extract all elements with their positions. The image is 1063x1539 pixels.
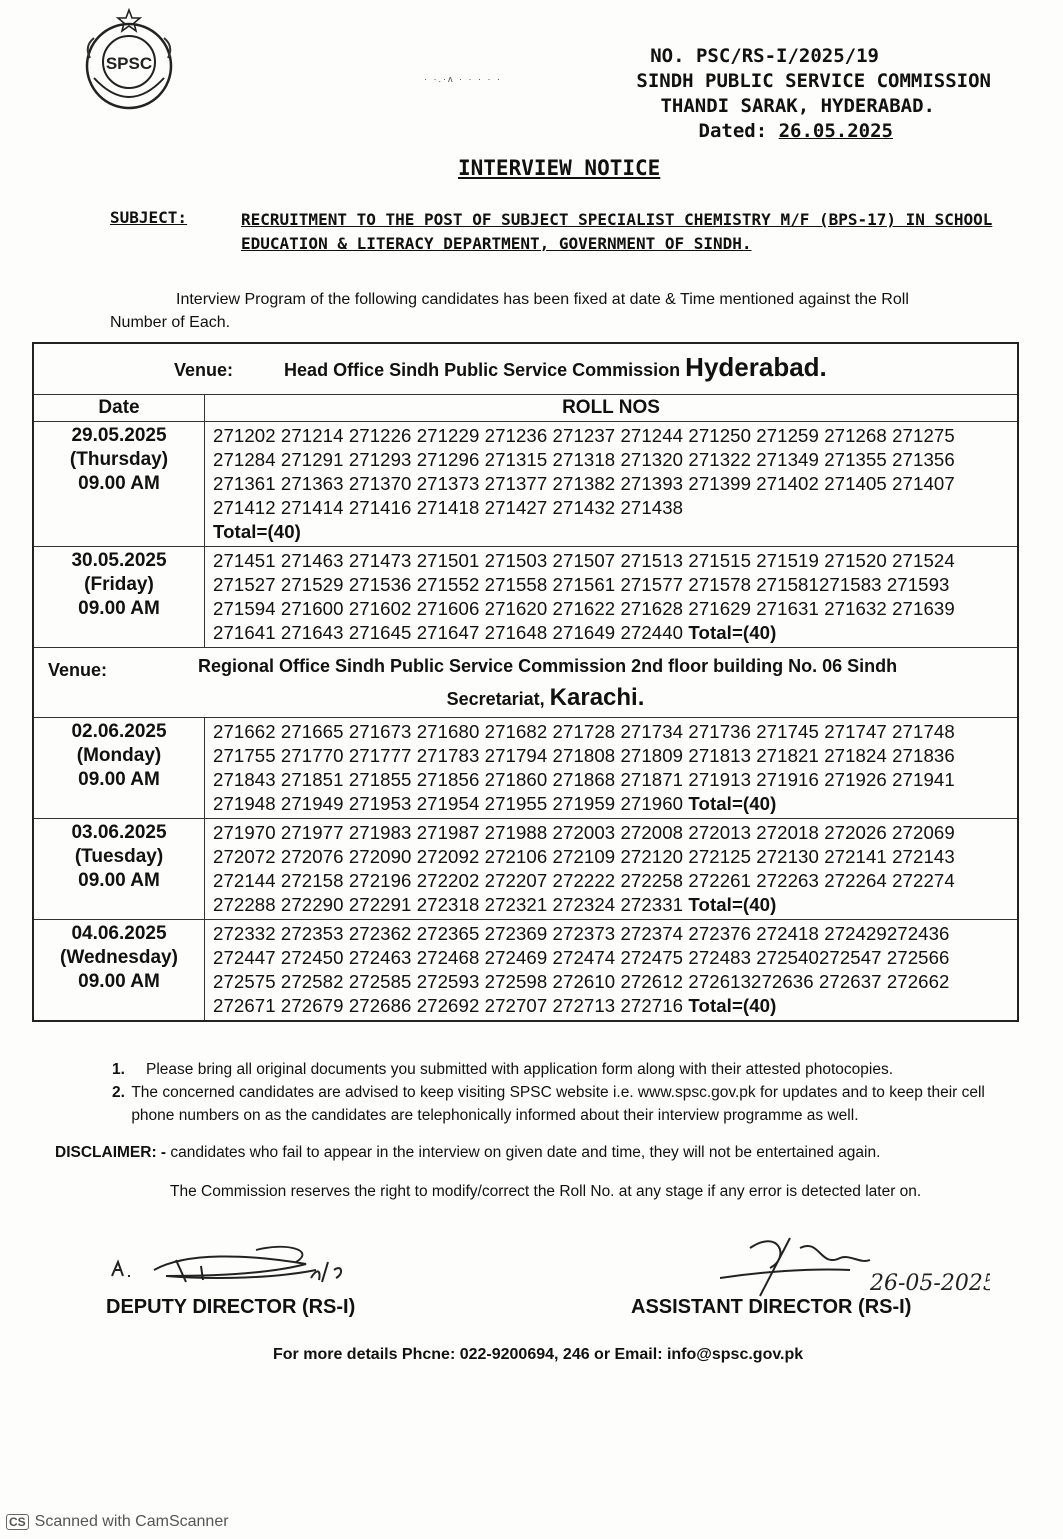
interview-date: 04.06.2025 [71, 923, 167, 944]
list-item [112, 1081, 1032, 1127]
item-number: 1. [112, 1061, 125, 1078]
intro-line-1: Interview Program of the following candidates has been fixed at date & Time mentioned against the Roll [176, 291, 909, 308]
venue-city: Hyderabad. [685, 352, 827, 382]
roll-numbers-cell [205, 718, 1019, 819]
assistant-director-title: ASSISTANT DIRECTOR (RS-I) [631, 1296, 912, 1318]
venue-text: Head Office Sindh Public Service Commission [284, 360, 681, 380]
deputy-director-title: DEPUTY DIRECTOR (RS-I) [106, 1296, 356, 1318]
camscanner-text: Scanned with CamScanner [34, 1513, 229, 1530]
subject-text: RECRUITMENT TO THE POST OF SUBJECT SPECIALIST CHEMISTRY M/F (BPS-17) IN SCHOOL EDUCATION & LITERACY DEPARTMENT, GOVERNMENT OF SINDH. [241, 210, 993, 253]
disclaimer-text: candidates who fail to appear in the interview on given date and time, they will not be entertained again. [170, 1144, 881, 1161]
venue-karachi [33, 648, 1018, 718]
date-cell [33, 819, 205, 920]
deputy-director-signature [106, 1242, 386, 1292]
interview-date: 29.05.2025 [71, 425, 167, 446]
roll-total: Total=(40) [688, 622, 777, 643]
roll-numbers-cell [205, 422, 1019, 547]
subject-label: SUBJECT: [110, 208, 188, 227]
organization-name: SINDH PUBLIC SERVICE COMMISSION [636, 70, 991, 92]
roll-numbers-cell [205, 920, 1019, 1022]
camscanner-icon: CS [6, 1514, 29, 1530]
scan-noise: · ·.·ʌ · · · · · [424, 74, 502, 84]
intro-line-2: Number of Each. [110, 314, 231, 331]
venue-label: Venue: [48, 660, 108, 680]
interview-day: (Wednesday) [60, 947, 178, 968]
roll-total: Total=(40) [688, 793, 777, 814]
roll-numbers-cell [205, 547, 1019, 648]
roll-total: Total=(40) [213, 521, 301, 542]
interview-date: 30.05.2025 [71, 550, 167, 571]
roll-numbers: 271662 271665 271673 271680 271682 271728 271734 271736 271745 271747 271748 271755 271770 271777 271783 271794 271808 271809 271813 271821 271824 271836 271843 271851 271855 271856 271860 271868 271871 271913 271916 271926 271941 271948 271949 271953 271954 271955 271959 271960 [213, 721, 955, 814]
interview-date: 03.06.2025 [71, 822, 167, 843]
dated-value: 26.05.2025 [778, 120, 893, 142]
date-cell [33, 422, 205, 547]
roll-total: Total=(40) [688, 894, 777, 915]
organization-address: THANDI SARAK, HYDERABAD. [660, 95, 935, 117]
table-row [33, 920, 1018, 1022]
interview-time: 09.00 AM [78, 870, 160, 891]
roll-numbers: 271202 271214 271226 271229 271236 271237 271244 271250 271259 271268 271275 271284 271291 271293 271296 271315 271318 271320 271322 271349 271355 271356 271361 271363 271370 271373 271377 271382 271393 271399 271402 271405 271407 271412 271414 271416 271418 271427 271432 271438 [213, 425, 955, 518]
interview-time: 09.00 AM [78, 971, 160, 992]
roll-numbers: 271451 271463 271473 271501 271503 271507 271513 271515 271519 271520 271524 271527 271529 271536 271552 271558 271561 271577 271578 271581271583 271593 271594 271600 271602 271606 271620 271622 271628 271629 271631 271632 271639 271641 271643 271645 271647 271648 271649 272440 [213, 550, 955, 643]
column-header-row [33, 395, 1018, 422]
reserve-statement: The Commission reserves the right to modify/correct the Roll No. at any stage if any error is detected later on. [170, 1183, 922, 1200]
date-cell [33, 920, 205, 1022]
spsc-logo [74, 8, 184, 112]
dated-label: Dated: [698, 120, 768, 142]
interview-day: (Friday) [84, 574, 154, 595]
contact-details: For more details Phcne: 022-9200694, 246 or Email: info@spsc.gov.pk [273, 1346, 804, 1363]
notice-title: INTERVIEW NOTICE [458, 156, 661, 180]
interview-time: 09.00 AM [78, 598, 160, 619]
roll-total: Total=(40) [688, 995, 777, 1016]
roll-numbers-cell [205, 819, 1019, 920]
interview-schedule-table [32, 342, 1019, 1022]
venue-text-2: Secretariat, [446, 689, 545, 709]
item-text: Please bring all original documents you submitted with application form along with their attested photocopies. [146, 1061, 894, 1078]
intro-paragraph [110, 288, 1030, 334]
interview-time: 09.00 AM [78, 473, 160, 494]
venue-label: Venue: [174, 360, 234, 380]
venue-city: Karachi. [549, 684, 645, 711]
venue-text: Regional Office Sindh Public Service Commission 2nd floor building No. 06 Sindh [198, 656, 898, 676]
list-item [112, 1058, 1032, 1081]
dated-line [636, 119, 893, 144]
disclaimer [55, 1144, 880, 1162]
interview-time: 09.00 AM [78, 769, 160, 790]
assistant-director-signature [720, 1228, 990, 1298]
item-number: 2. [112, 1084, 125, 1101]
venue-row-karachi [33, 648, 1018, 718]
venue-row-hyderabad [33, 343, 1018, 395]
interview-day: (Thursday) [69, 449, 169, 470]
reference-number: NO. PSC/RS-I/2025/19 [650, 45, 879, 67]
item-text: The concerned candidates are advised to keep visiting SPSC website i.e. www.spsc.gov.pk for updates and to keep their cell phone numbers on as the candidates are telephonically informed about their interview programme as well. [131, 1084, 985, 1124]
table-row [33, 422, 1018, 547]
interview-date: 02.06.2025 [71, 721, 167, 742]
interview-day: (Monday) [76, 745, 162, 766]
interview-day: (Tuesday) [74, 846, 164, 867]
camscanner-watermark [6, 1513, 229, 1531]
letter-header [636, 44, 991, 144]
roll-numbers: 271970 271977 271983 271987 271988 272003 272008 272013 272018 272026 272069 272072 272076 272090 272092 272106 272109 272120 272125 272130 272141 272143 272144 272158 272196 272202 272207 272222 272258 272261 272263 272264 272274 272288 272290 272291 272318 272321 272324 272331 [213, 822, 955, 915]
column-header-date: Date [33, 395, 205, 422]
date-cell [33, 547, 205, 648]
column-header-roll-nos: ROLL NOS [205, 395, 1019, 422]
instructions-list [112, 1058, 1032, 1127]
table-row [33, 819, 1018, 920]
disclaimer-label: DISCLAIMER: - [55, 1144, 167, 1161]
svg-text:26-05-2025: 26-05-2025 [870, 1271, 990, 1296]
table-row [33, 547, 1018, 648]
venue-hyderabad [33, 343, 1018, 395]
date-cell [33, 718, 205, 819]
svg-text:SPSC: SPSC [105, 54, 153, 73]
roll-numbers: 272332 272353 272362 272365 272369 272373 272374 272376 272418 272429272436 272447 272450 272463 272468 272469 272474 272475 272483 272540272547 272566 272575 272582 272585 272593 272598 272610 272612 272613272636 272637 272662 272671 272679 272686 272692 272707 272713 272716 [213, 923, 950, 1016]
table-row [33, 718, 1018, 819]
